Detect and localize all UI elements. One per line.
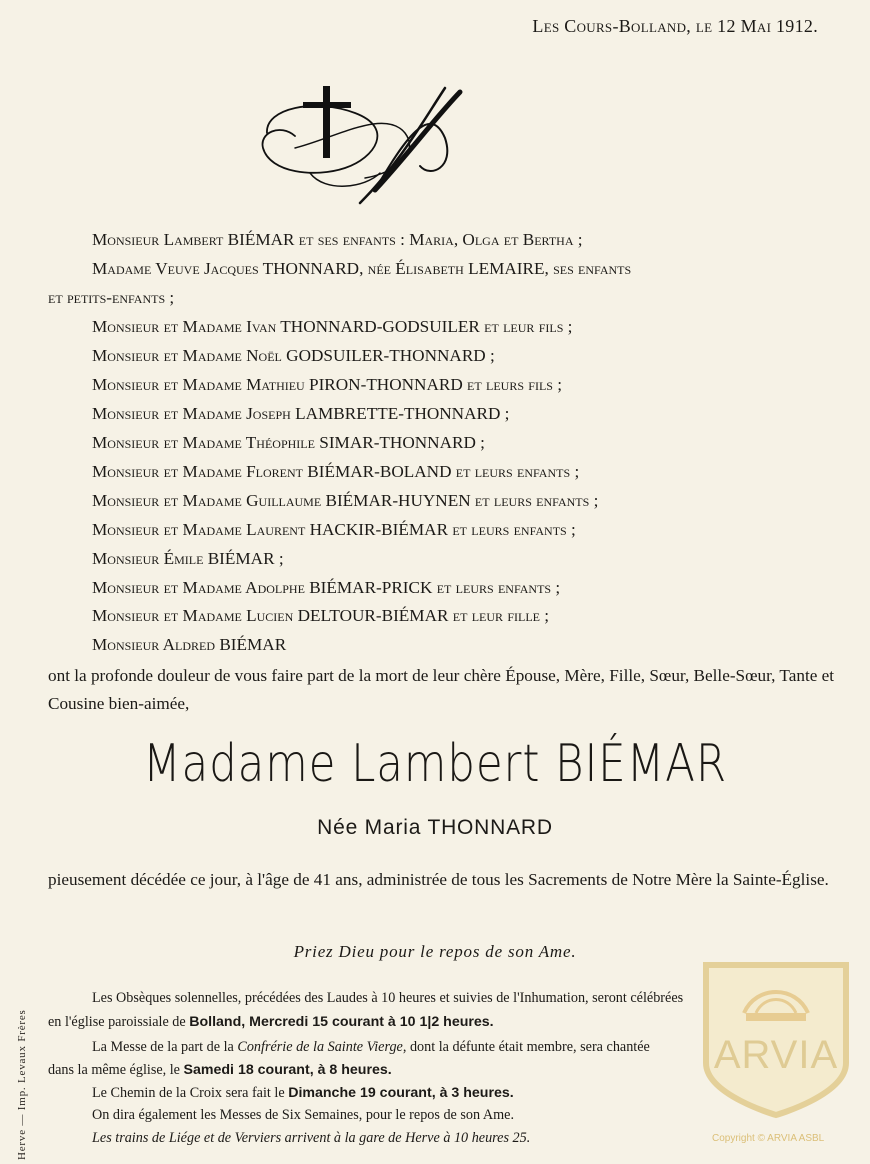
family-line: Monsieur et Madame Guillaume BIÉMAR-HUYNEN et leurs enfants ; [92,491,599,510]
prayer-line: Priez Dieu pour le repos de son Ame. [293,942,577,961]
announcement-text: ont la profonde douleur de vous faire part de la mort de leur chère Épouse, Mère, Fille, Sœur, Belle-Sœur, Tante et Cousine bien-aimée, [48,666,835,713]
family-line: et petits-enfants ; [48,288,175,307]
place-date: Les Cours-Bolland, le 12 Mai 1912. [532,16,818,36]
family-line: Monsieur et Madame Florent BIÉMAR-BOLAND et leurs enfants ; [92,462,580,481]
deceased-name: Madame Lambert BIÉMAR [142,734,728,794]
family-line: Monsieur Lambert BIÉMAR et ses enfants : Maria, Olga et Bertha ; [92,230,583,249]
details-line: La Messe de la part de la Confrérie de la Sainte Vierge, dont la défunte était membre, sera chantée [92,1039,650,1055]
family-line: Monsieur et Madame Noël GODSUILER-THONNARD ; [92,346,495,365]
details-line: On dira également les Messes de Six Semaines, pour le repos de son Ame. [92,1107,514,1123]
family-line: Madame Veuve Jacques THONNARD, née Élisabeth LEMAIRE, ses enfants [92,259,632,278]
cross-monogram-icon [255,78,470,213]
family-line: Monsieur et Madame Mathieu PIRON-THONNARD et leurs fils ; [92,375,563,394]
details-line: Les trains de Liége et de Verviers arrivent à la gare de Herve à 10 heures 25. [92,1130,531,1146]
family-line: Monsieur et Madame Lucien DELTOUR-BIÉMAR et leur fille ; [92,606,550,625]
details-line: dans la même église, le Samedi 18 courant, à 8 heures. [48,1062,392,1078]
maiden-name: Née Maria THONNARD [317,816,553,839]
family-line: Monsieur et Madame Joseph LAMBRETTE-THONNARD ; [92,404,510,423]
details-line: Les Obsèques solennelles, précédées des Laudes à 10 heures et suivies de l'Inhumation, seront célébrées [92,990,684,1006]
printer-imprint: Herve — Imp. Levaux Frères [16,1009,28,1160]
logo-text: ARVIA [713,1033,839,1077]
family-line: Monsieur et Madame Adolphe BIÉMAR-PRICK et leurs enfants ; [92,578,561,597]
death-notice-text: pieusement décédée ce jour, à l'âge de 41 ans, administrée de tous les Sacrements de Notre Mère la Sainte-Église. [48,870,829,889]
family-line: Monsieur et Madame Laurent HACKIR-BIÉMAR et leurs enfants ; [92,520,576,539]
copyright-text: Copyright © ARVIA ASBL [712,1133,825,1144]
arvia-logo [696,955,856,1123]
family-line: Monsieur Émile BIÉMAR ; [92,549,284,568]
details-line: en l'église paroissiale de Bolland, Mercredi 15 courant à 10 1|2 heures. [48,1014,494,1030]
family-line: Monsieur Aldred BIÉMAR [92,635,287,654]
family-line: Monsieur et Madame Théophile SIMAR-THONNARD ; [92,433,485,452]
details-line: Le Chemin de la Croix sera fait le Dimanche 19 courant, à 3 heures. [92,1085,514,1101]
family-line: Monsieur et Madame Ivan THONNARD-GODSUILER et leur fils ; [92,317,573,336]
